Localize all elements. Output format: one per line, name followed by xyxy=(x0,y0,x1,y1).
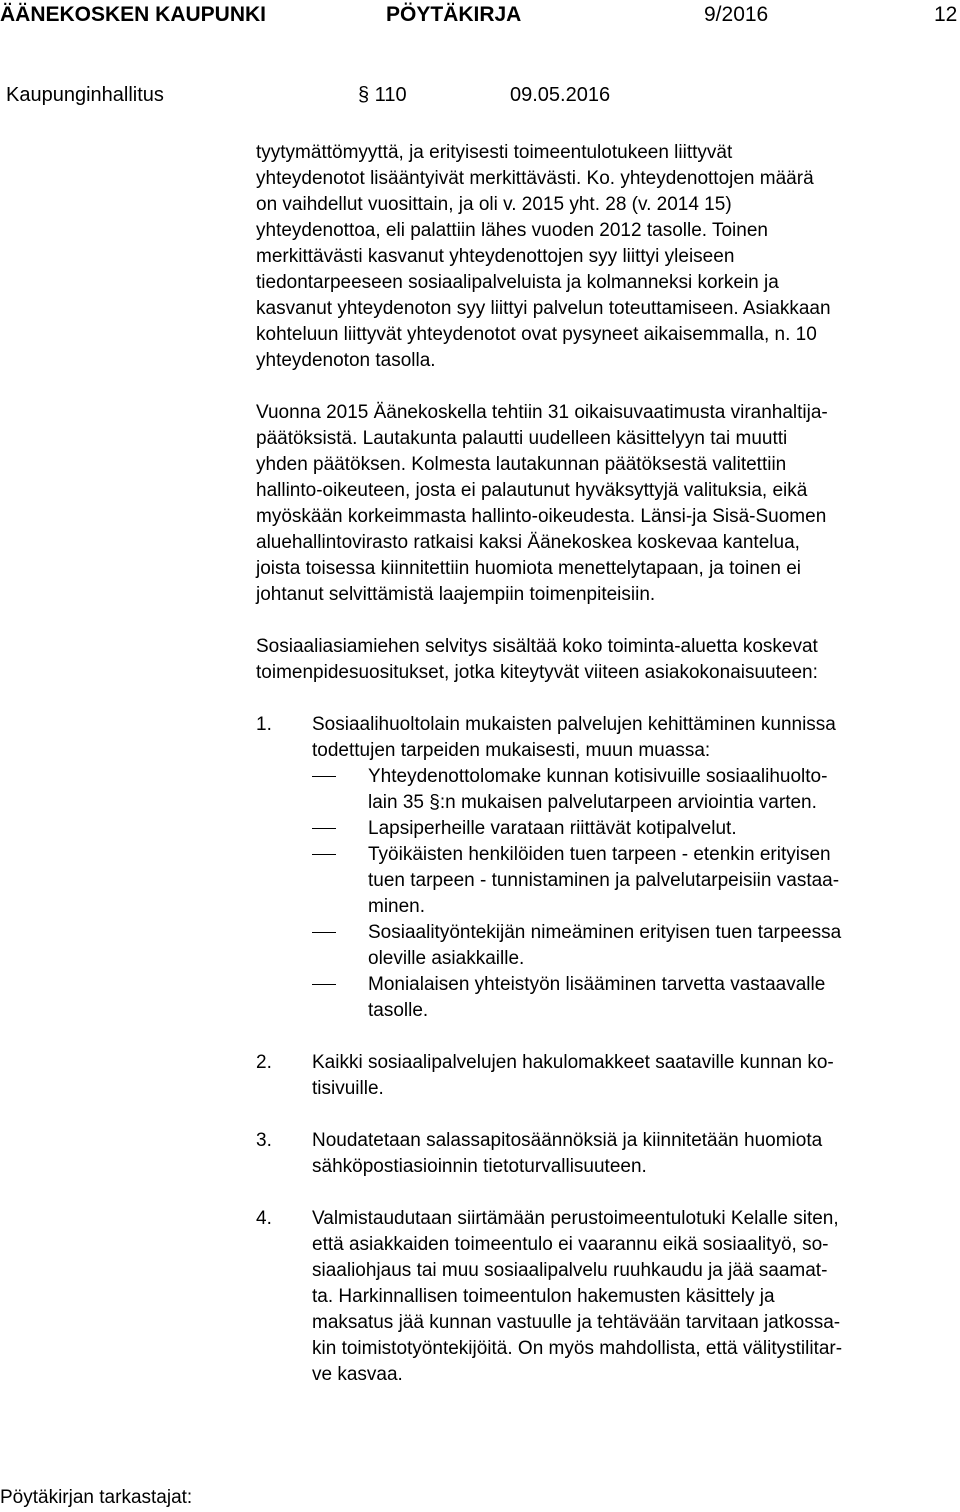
paragraph: Sosiaaliasiamiehen selvitys sisältää koko toiminta-aluetta koskevat toimenpidesuositukset, jotka kiteytyvät viiteen asiakokonaisuuteen: xyxy=(256,636,818,683)
list-number: 3. xyxy=(256,1130,272,1151)
dash-bullet-icon xyxy=(312,932,336,933)
dash-bullet-icon xyxy=(312,828,336,829)
document-type: PÖYTÄKIRJA xyxy=(386,3,522,26)
bullet-item: Työikäisten henkilöiden tuen tarpeen - etenkin erityisen tuen tarpeen - tunnistaminen ja palvelutarpeisiin vastaa- minen. xyxy=(312,842,956,920)
city-name: ÄÄNEKOSKEN KAUPUNKI xyxy=(0,3,267,26)
meeting-body: Kaupunginhallitus xyxy=(6,84,164,106)
list-item: 3. Noudatetaan salassapitosäännöksiä ja kiinnitetään huomiota sähköpostiasioinnin tietoturvallisuuteen. xyxy=(256,1130,823,1177)
dash-bullet-icon xyxy=(312,776,336,777)
recommendation-list xyxy=(256,712,956,1388)
list-number: 4. xyxy=(256,1208,272,1229)
page-header xyxy=(0,0,960,30)
list-item: 2. Kaikki sosiaalipalvelujen hakulomakkeet saataville kunnan ko- tisivuille. xyxy=(256,1052,834,1099)
document-number: 9/2016 xyxy=(704,3,769,26)
page-number: 12 xyxy=(934,3,958,26)
footer-reviewers-label: Pöytäkirjan tarkastajat: xyxy=(0,1487,193,1508)
bullet-item: Monialaisen yhteistyön lisääminen tarvetta vastaavalle tasolle. xyxy=(312,972,956,1024)
list-item: 1. Sosiaalihuoltolain mukaisten palvelujen kehittäminen kunnissa todettujen tarpeiden mukaisesti, muun muassa: Yhteydenottolomake kunnan kotisivuille sosiaalihuolto- lain 35 §:n mukaisen palvelutarpeen arviointia varten. Lapsiperheille varataan riittävät kotipalvelut. Työikäisten henkilöiden tuen tarpeen - etenkin erityisen tuen tarpeen - tunnistaminen ja palvelutarpeisiin vastaa- minen. Sosiaalityöntekijän nimeäminen erityisen tuen tarpeessa oleville asiakkaille. Monialaisen yhteistyön lisääminen tarvetta vastaavalle tasolle. xyxy=(256,712,956,1024)
paragraph: tyytymättömyyttä, ja erityisesti toimeentulotukeen liittyvät yhteydenotot lisääntyivät merkittävästi. Ko. yhteydenottojen määrä on vaihdellut vuosittain, ja oli v. 2015 yht. 28 (v. 2014 15) yhteydenottoa, eli palattiin lähes vuoden 2012 tasolle. Toinen merkittävästi kasvanut yhteydenottojen syy liittyi yleiseen tiedontarpeeseen sosiaalipalveluista ja kolmanneksi korkein ja kasvanut yhteydenoton syy liittyi palvelun toteuttamiseen. Asiakkaan kohteluun liittyvät yhteydenotot ovat pysyneet aikaisemmalla, n. 10 yhteydenoton tasolla. xyxy=(256,142,831,371)
bullet-item: Sosiaalityöntekijän nimeäminen erityisen tuen tarpeessa oleville asiakkaille. xyxy=(312,920,956,972)
bullet-item: Lapsiperheille varataan riittävät kotipalvelut. xyxy=(312,816,956,842)
bullet-item: Yhteydenottolomake kunnan kotisivuille sosiaalihuolto- lain 35 §:n mukaisen palvelutarpeen arviointia varten. xyxy=(312,764,956,816)
list-number: 2. xyxy=(256,1052,272,1073)
section-number: § 110 xyxy=(358,84,407,106)
meeting-info xyxy=(0,82,960,110)
dash-bullet-icon xyxy=(312,854,336,855)
dash-bullet-icon xyxy=(312,984,336,985)
list-item: 4. Valmistaudutaan siirtämään perustoimeentulotuki Kelalle siten, että asiakkaiden toimeentulo ei vaarannu eikä sosiaalityö, so- siaaliohjaus tai muu sosiaalipalvelu ruuhkaudu ja jää saamat- ta. Harkinnallisen toimeentulon hakemusten käsittely ja maksatus jää kunnan vastuulle ja tehtävään tarvitaan jatkossa- kin toimistotyöntekijöitä. On myös mahdollista, että välitystilitar- ve kasvaa. xyxy=(256,1208,843,1385)
list-number: 1. xyxy=(256,714,272,735)
paragraph: Vuonna 2015 Äänekoskella tehtiin 31 oikaisuvaatimusta viranhaltija- päätöksistä. Lautakunta palautti uudelleen käsittelyyn tai muutti yhden päätöksen. Kolmesta lautakunnan päätöksestä valitettiin hallinto-oikeuteen, josta ei palautunut hyväksyttyjä valituksia, eikä myöskään korkeimmasta hallinto-oikeudesta. Länsi-ja Sisä-Suomen aluehallintovirasto ratkaisi kaksi Äänekoskea koskevaa kantelua, joista toisessa kiinnitettiin huomiota menettelytapaan, ja toinen ei johtanut selvittämistä laajempiin toimenpiteisiin. xyxy=(256,402,828,605)
document-body xyxy=(256,140,956,1388)
meeting-date: 09.05.2016 xyxy=(510,84,611,106)
